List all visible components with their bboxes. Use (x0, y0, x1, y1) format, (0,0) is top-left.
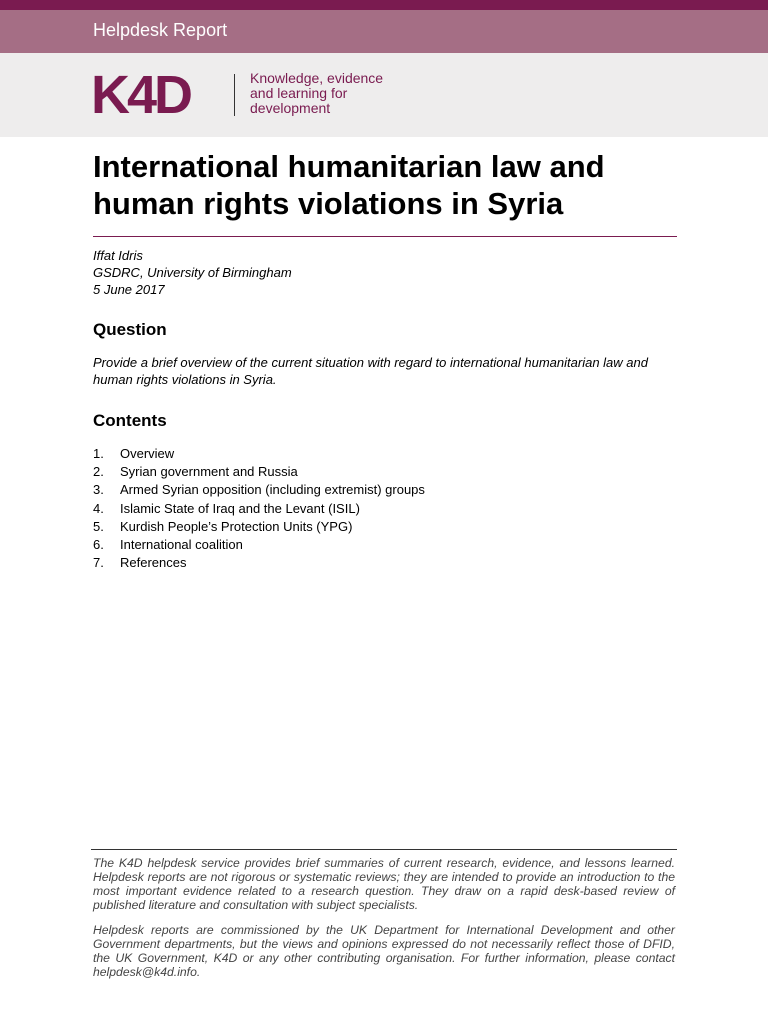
report-type-banner (0, 10, 768, 53)
toc-label: Kurdish People’s Protection Units (YPG) (120, 518, 353, 534)
author-name: Iffat Idris (93, 248, 143, 263)
toc-number: 5. (93, 518, 104, 534)
toc-number: 7. (93, 555, 104, 571)
question-text: Provide a brief overview of the current situation with regard to international humanitarian law and human rights violations in Syria. (93, 355, 648, 387)
toc-label: International coalition (120, 536, 243, 552)
logo-band (0, 53, 768, 137)
publication-date: 5 June 2017 (93, 282, 165, 297)
tagline-line: Knowledge, evidence (250, 70, 384, 86)
toc-label: Syrian government and Russia (120, 464, 298, 480)
toc-label: Armed Syrian opposition (including extremist) groups (120, 482, 425, 498)
author-affiliation: GSDRC, University of Birmingham (93, 265, 292, 280)
tagline-line: development (250, 100, 331, 116)
top-accent-strip (0, 0, 768, 10)
toc-label: Overview (120, 446, 175, 461)
title-divider (93, 236, 677, 237)
k4d-logo: K4D (91, 65, 191, 125)
toc-number: 6. (93, 536, 104, 552)
tagline-line: and learning for (250, 85, 348, 101)
footer-disclaimer-1: The K4D helpdesk service provides brief summaries of current research, evidence, and lessons learned. Helpdesk reports are not rigorous or systematic reviews; they are intended to provide an introduction to the most important evidence related to a research question. They draw on a rapid desk-based review of published literature and consultation with subject specialists. (93, 856, 675, 912)
banner-label: Helpdesk Report (93, 20, 228, 40)
logo-tagline (250, 71, 383, 116)
toc-number: 3. (93, 482, 104, 498)
footer-disclaimer-2: Helpdesk reports are commissioned by the UK Department for International Development and other Government departments, but the views and opinions expressed do not necessarily reflect those of DFID, the UK Government, K4D or any other contributing organisation. For further information, please contact helpdesk@k4d.info. (93, 923, 675, 979)
question-heading: Question (93, 320, 167, 339)
toc-number: 4. (93, 500, 104, 516)
contents-heading: Contents (93, 411, 167, 430)
logo-divider (234, 74, 235, 116)
author-block (93, 247, 292, 298)
document-title: International humanitarian law and human rights violations in Syria (93, 149, 605, 221)
toc-number: 2. (93, 464, 104, 480)
toc-label: Islamic State of Iraq and the Levant (ISIL) (120, 500, 360, 516)
toc-label: References (120, 555, 187, 571)
footer-divider (91, 849, 677, 850)
toc-number: 1. (93, 446, 104, 461)
